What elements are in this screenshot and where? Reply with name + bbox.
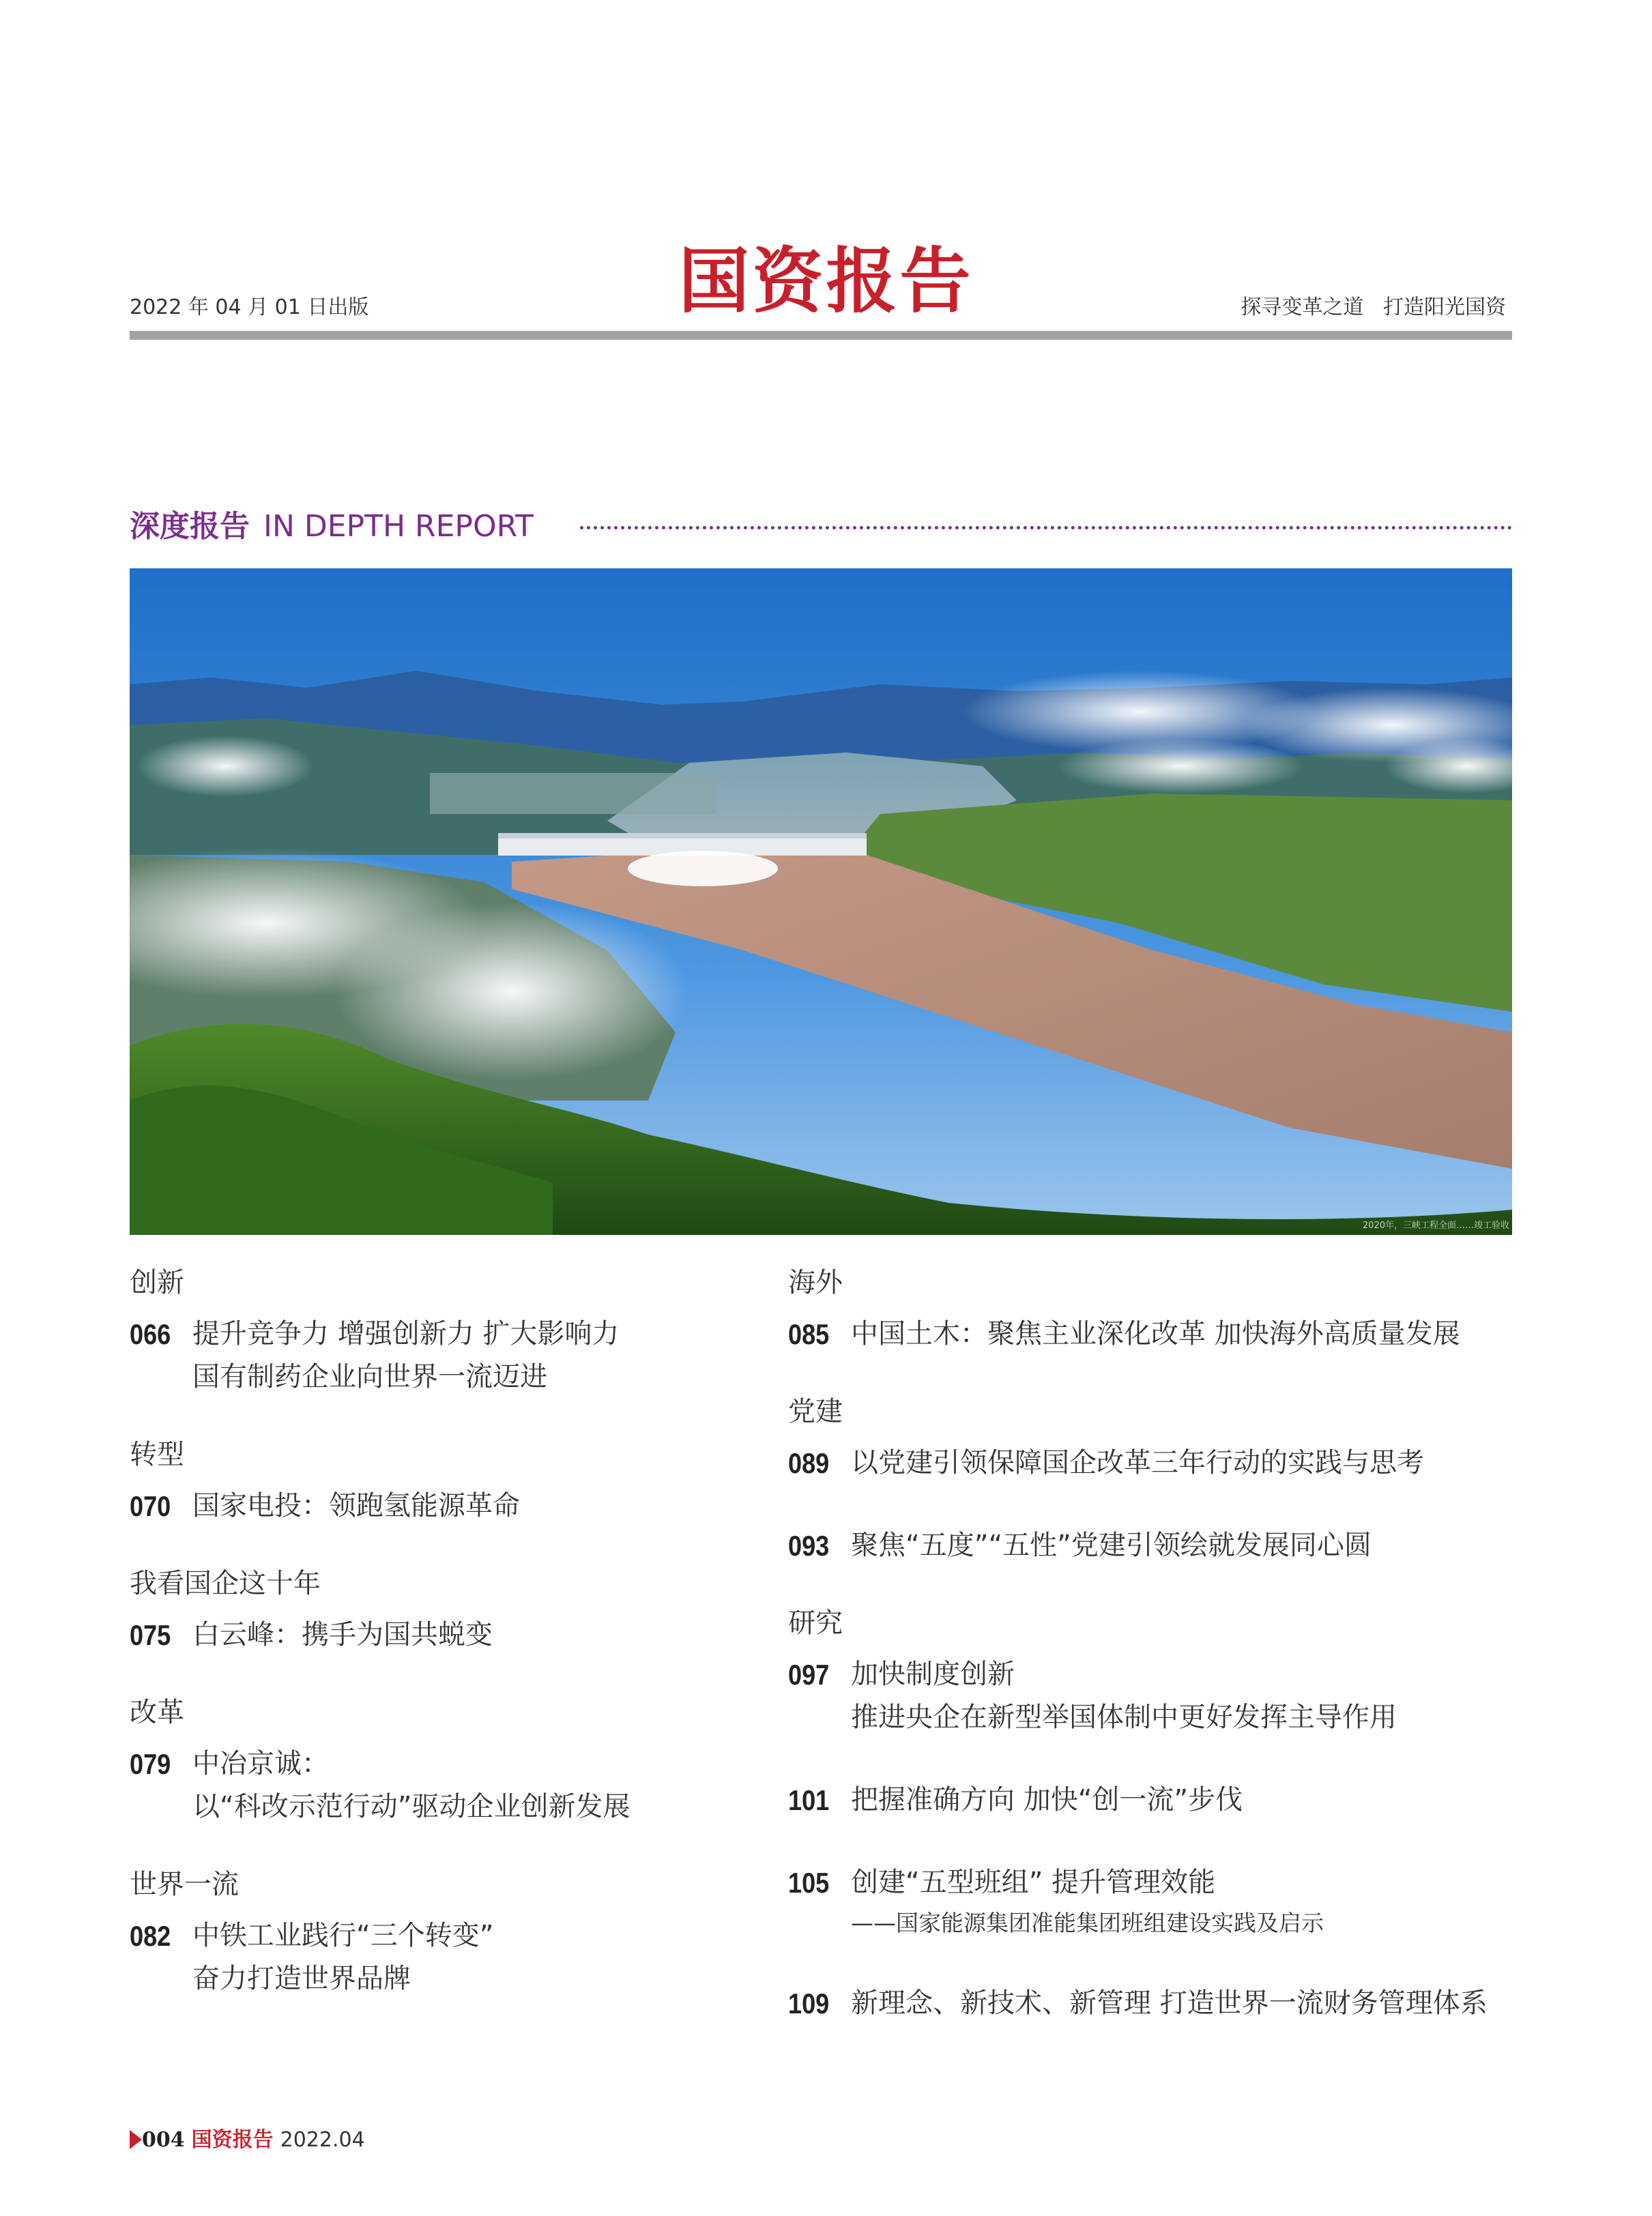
- toc-entry[interactable]: [788, 1982, 1518, 2025]
- toc-page-number: 105: [788, 1867, 830, 1899]
- toc-entry[interactable]: [130, 1313, 812, 1399]
- toc-page-number: 089: [788, 1447, 830, 1479]
- toc-section: [788, 1269, 1518, 1356]
- masthead-rule: [130, 331, 1512, 340]
- toc-entry[interactable]: [788, 1779, 1518, 1822]
- spillway-spray: [628, 851, 778, 886]
- toc-title-line: 把握准确方向 加快“创一流”步伐: [851, 1784, 1243, 1816]
- section-title-cn: 深度报告: [130, 509, 250, 544]
- toc-page-number: 085: [788, 1318, 830, 1350]
- footer-magazine-name: 国资报告: [191, 2128, 274, 2152]
- toc-title-line: 奋力打造世界品牌: [192, 1963, 411, 1994]
- toc-page-number: 101: [788, 1784, 830, 1816]
- toc-title-line: 中冶京诚：: [192, 1748, 329, 1779]
- toc-page-number: 070: [130, 1490, 171, 1522]
- toc-page-number: 075: [130, 1619, 171, 1651]
- toc-entry[interactable]: [788, 1524, 1518, 1567]
- toc-title-line: 加快制度创新: [851, 1659, 1015, 1690]
- toc-title-line: 新理念、新技术、新管理 打造世界一流财务管理体系: [851, 1987, 1488, 2019]
- toc-entry[interactable]: [130, 1914, 812, 2000]
- toc-category: 世界一流: [130, 1869, 239, 1900]
- toc-entry[interactable]: [788, 1442, 1518, 1485]
- toc-category: 我看国企这十年: [130, 1568, 321, 1599]
- toc-title-line: 国有制药企业向世界一流迈进: [192, 1361, 547, 1393]
- toc-entry[interactable]: [130, 1743, 812, 1828]
- footer-triangle-icon: [130, 2130, 142, 2149]
- toc-title-line: 推进央企在新型举国体制中更好发挥主导作用: [851, 1702, 1397, 1733]
- toc-section: [130, 1570, 812, 1657]
- cloud-center: [334, 903, 689, 1080]
- section-dotted-rule: [580, 526, 1512, 529]
- slogan-part-2: 打造阳光国资: [1383, 295, 1506, 319]
- masthead-slogan: [1241, 290, 1506, 320]
- toc-category: 党建: [788, 1396, 843, 1427]
- slogan-part-1: 探寻变革之道: [1241, 295, 1364, 319]
- toc-title-line: 以党建引领保障国企改革三年行动的实践与思考: [851, 1447, 1424, 1478]
- toc-section: [130, 1269, 812, 1399]
- page-number: 004: [142, 2128, 185, 2152]
- toc-subtitle: ——国家能源集团准能集团班组建设实践及启示: [851, 1910, 1324, 1936]
- toc-category: 改革: [130, 1697, 184, 1728]
- toc-title-line: 白云峰：携手为国共蜕变: [192, 1619, 493, 1650]
- toc-left-column: [130, 1269, 812, 2000]
- town-left: [430, 773, 716, 814]
- toc-page-number: 097: [788, 1659, 830, 1691]
- toc-category: 海外: [788, 1267, 843, 1298]
- toc-category: 创新: [130, 1267, 184, 1298]
- toc-title-line: 聚焦“五度”“五性”党建引领绘就发展同心圆: [851, 1530, 1372, 1561]
- toc-page-number: 082: [130, 1920, 171, 1952]
- toc-page-number: 066: [130, 1318, 171, 1350]
- toc-section: [788, 1609, 1518, 2025]
- footer-issue: 2022.04: [280, 2128, 365, 2152]
- toc-category: 转型: [130, 1439, 184, 1470]
- toc-entry[interactable]: [788, 1653, 1518, 1739]
- toc-section: [130, 1871, 812, 2000]
- toc-title-line: 提升竞争力 增强创新力 扩大影响力: [192, 1318, 620, 1350]
- photo-caption: 2020年，三峡工程全面……竣工验收: [1362, 1221, 1509, 1231]
- masthead-title: 国资报告: [678, 239, 974, 323]
- dam-crest: [498, 833, 867, 839]
- three-gorges-dam-illustration: [130, 568, 1512, 1235]
- hero-photo: [130, 568, 1512, 1235]
- toc-title-line: 创建“五型班组” 提升管理效能: [851, 1867, 1216, 1898]
- toc-title-line: 国家电投：领跑氢能源革命: [192, 1490, 520, 1521]
- toc-page-number: 093: [788, 1530, 830, 1562]
- cloud-small: [136, 735, 314, 797]
- toc-title-line: 中铁工业践行“三个转变”: [192, 1920, 494, 1951]
- toc-page-number: 079: [130, 1748, 171, 1780]
- toc-entry[interactable]: [130, 1614, 812, 1657]
- toc-title-line: 以“科改示范行动”驱动企业创新发展: [192, 1791, 631, 1822]
- section-header: [130, 501, 534, 545]
- page-footer: [130, 2123, 365, 2153]
- toc-entry[interactable]: [130, 1485, 812, 1528]
- toc-section: [130, 1441, 812, 1528]
- section-title-en: IN DEPTH REPORT: [263, 509, 534, 544]
- toc-right-column: [788, 1269, 1518, 2025]
- toc-section: [788, 1398, 1518, 1567]
- toc-title-line: 中国土木：聚焦主业深化改革 加快海外高质量发展: [851, 1318, 1460, 1350]
- toc-entry[interactable]: [788, 1861, 1518, 1942]
- toc-category: 研究: [788, 1607, 843, 1639]
- toc-entry[interactable]: [788, 1313, 1518, 1356]
- toc-page-number: 109: [788, 1987, 830, 2020]
- toc-section: [130, 1699, 812, 1828]
- cloud-right-3: [1058, 739, 1303, 793]
- publication-date: 2022 年 04 月 01 日出版: [130, 295, 369, 319]
